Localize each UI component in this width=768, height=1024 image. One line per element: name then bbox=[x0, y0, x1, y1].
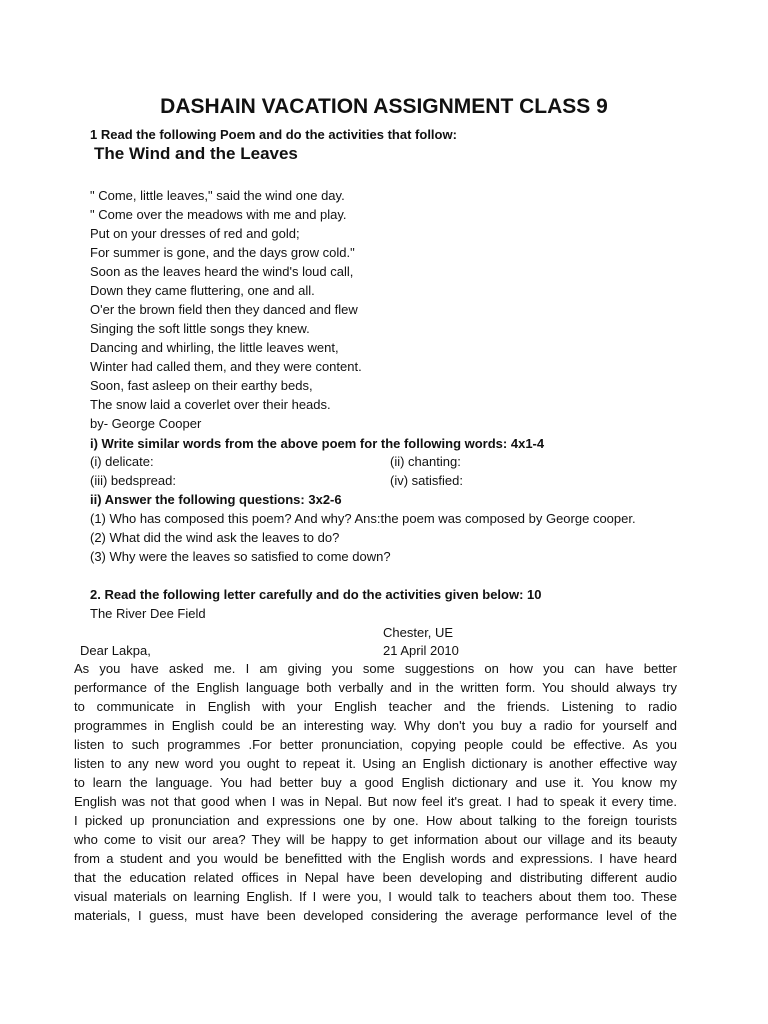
poem-line: Down they came fluttering, one and all. bbox=[90, 283, 315, 298]
letter-body-line: English was not that good when I was in Nepal. But now feel it's great. I had to speak it every time. bbox=[74, 794, 677, 809]
activity-i-item: (i) delicate: bbox=[90, 454, 154, 469]
activity-i-item: (ii) chanting: bbox=[390, 454, 461, 469]
letter-body-line: who come to visit our area? They will be happy to get information about our village and its beauty bbox=[74, 832, 677, 847]
poem-line: For summer is gone, and the days grow cold." bbox=[90, 245, 355, 260]
letter-salutation: Dear Lakpa, bbox=[80, 643, 151, 658]
activity-i-item: (iii) bedspread: bbox=[90, 473, 176, 488]
poem-line: Dancing and whirling, the little leaves went, bbox=[90, 340, 339, 355]
poem-line: " Come over the meadows with me and play. bbox=[90, 207, 347, 222]
letter-body-line: performance of the English language both verbally and in the written form. You should always try bbox=[74, 680, 677, 695]
letter-date: 21 April 2010 bbox=[383, 643, 459, 658]
poem-line: Soon, fast asleep on their earthy beds, bbox=[90, 378, 313, 393]
letter-body-line: listen to any new word you ought to repeat it. Using an English dictionary is another effective way bbox=[74, 756, 677, 771]
poem-line: Put on your dresses of red and gold; bbox=[90, 226, 300, 241]
letter-body-line: to communicate in English with your English teacher and the friends. Listening to radio bbox=[74, 699, 677, 714]
poem-line: Singing the soft little songs they knew. bbox=[90, 321, 310, 336]
activity-i-item: (iv) satisfied: bbox=[390, 473, 463, 488]
activity-ii-question: (2) What did the wind ask the leaves to do? bbox=[90, 530, 340, 545]
question-2-instruction: 2. Read the following letter carefully and do the activities given below: 10 bbox=[90, 587, 542, 602]
letter-body-line: to learn the language. You had better buy a good English dictionary and use it. You know my bbox=[74, 775, 677, 790]
letter-body-line: listen to such programmes .For better pronunciation, copying people could be effective. As you bbox=[74, 737, 677, 752]
letter-body-line: programmes in English could be an interesting way. Why don't you buy a radio for yourself and bbox=[74, 718, 677, 733]
letter-body-line: As you have asked me. I am giving you some suggestions on how you can have better bbox=[74, 661, 677, 676]
letter-sender-address: The River Dee Field bbox=[90, 606, 206, 621]
activity-ii-question: (3) Why were the leaves so satisfied to come down? bbox=[90, 549, 391, 564]
poem-line: Winter had called them, and they were content. bbox=[90, 359, 362, 374]
poem-line: O'er the brown field then they danced and flew bbox=[90, 302, 358, 317]
document-title: DASHAIN VACATION ASSIGNMENT CLASS 9 bbox=[160, 95, 608, 118]
letter-body-line: visual materials on learning English. If I were you, I would talk to teachers about them too. These bbox=[74, 889, 677, 904]
poem-line: Soon as the leaves heard the wind's loud call, bbox=[90, 264, 354, 279]
letter-body-line: materials, I guess, must have been developed considering the average performance level of the bbox=[74, 908, 677, 923]
letter-body-line: I picked up pronunciation and expressions one by one. How about talking to the foreign tourists bbox=[74, 813, 677, 828]
poem-author: by- George Cooper bbox=[90, 416, 202, 431]
activity-ii-heading: ii) Answer the following questions: 3x2-6 bbox=[90, 492, 342, 507]
letter-city: Chester, UE bbox=[383, 625, 454, 640]
activity-i-heading: i) Write similar words from the above poem for the following words: 4x1-4 bbox=[90, 436, 545, 451]
poem-line: The snow laid a coverlet over their heads. bbox=[90, 397, 331, 412]
poem-line: " Come, little leaves," said the wind one day. bbox=[90, 188, 345, 203]
activity-ii-question: (1) Who has composed this poem? And why? Ans:the poem was composed by George cooper. bbox=[90, 511, 636, 526]
poem-title: The Wind and the Leaves bbox=[94, 144, 298, 163]
letter-body bbox=[74, 659, 677, 925]
letter-body-line: from a student and you would be benefitted with the English words and expressions. I have heard bbox=[74, 851, 677, 866]
letter-body-line: that the education related offices in Nepal have been developing and distributing different audio bbox=[74, 870, 677, 885]
question-1-instruction: 1 Read the following Poem and do the activities that follow: bbox=[90, 127, 457, 142]
